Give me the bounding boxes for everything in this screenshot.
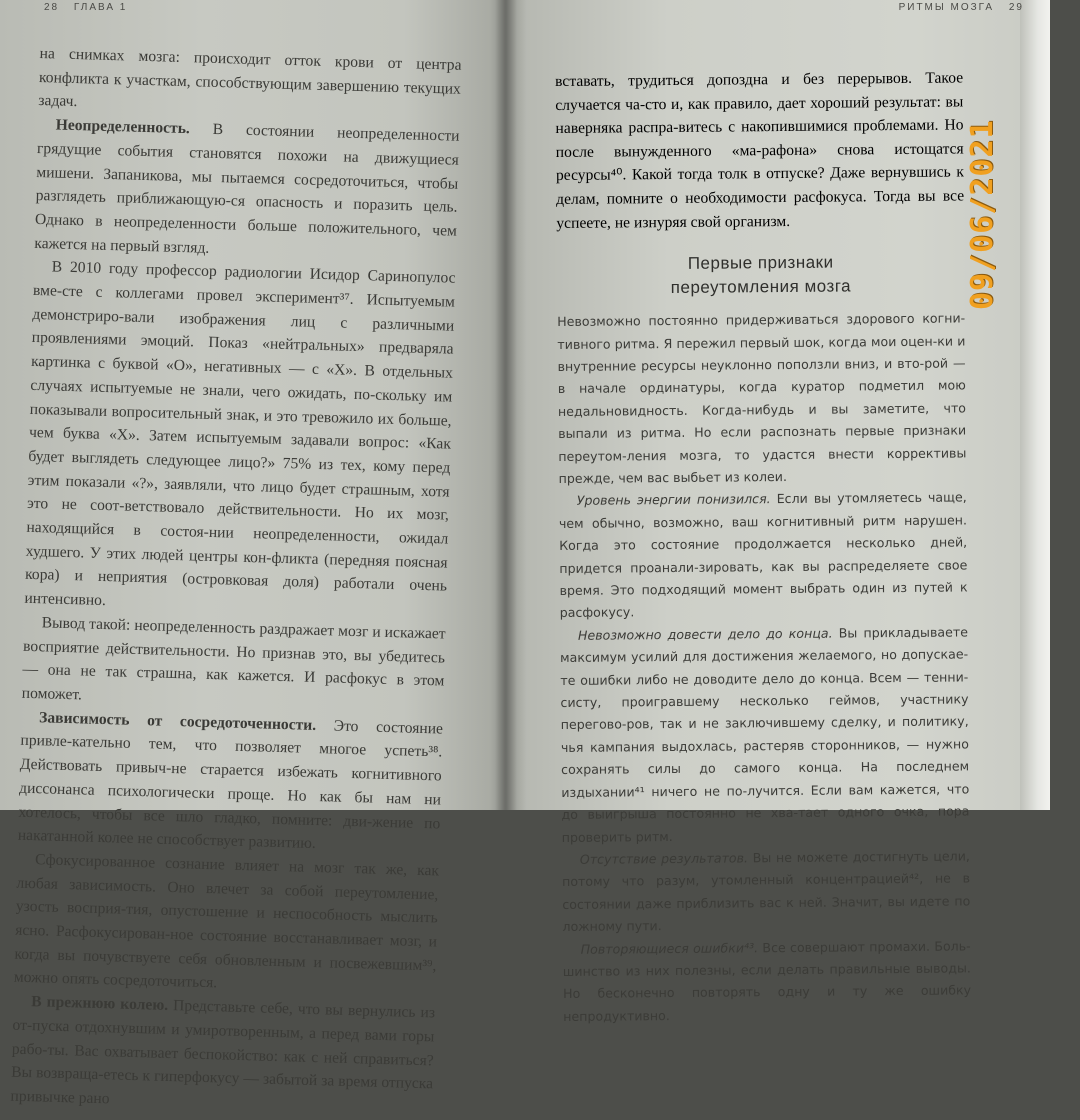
paragraph-lead: Неопределенность. bbox=[55, 116, 191, 138]
paragraph: Сфокусированное сознание влияет на мозг так же, как любая зависимость. Оно влечет за собой переутомление, узость восприя-тия, опустошение и неспособность мыслить ясно. Расфокусирован-ное состояние восстанавливает мозг, и когда вы почувствуете себя обновленным и посвежевшим³⁹, можно опять сосредоточиться. bbox=[13, 851, 440, 992]
paragraph: Невозможно постоянно придерживаться здорового когни-тивного ритма. Я пережил первый шок, когда мои оцен-ки и внутренние ресурсы неуклонно поползли вниз, и вто-рой — в начале ординатуры, когда куратор подметил мою недальновидность. Когда-нибудь и вы заметите, что выпали из ритма. Но если распознать первые признаки переутом-ления мозга, то удастся внести коррективы прежде, чем вас выбьет из колеи. bbox=[557, 310, 967, 486]
section-heading: Первые признаки переутомления мозга bbox=[670, 252, 852, 298]
section-running-title: РИТМЫ МОЗГА bbox=[898, 2, 995, 13]
left-page-body bbox=[10, 42, 462, 1120]
page-number-right: 29 bbox=[1008, 2, 1024, 13]
paragraph: Вывод такой: неопределенность раздражает мозг и искажает восприятие действительности. Но признав это, вы убедитесь — она не так страшна, как кажется. И расфокус в этом поможет. bbox=[21, 614, 446, 704]
chapter-label: ГЛАВА 1 bbox=[73, 2, 128, 13]
paragraph: В прежнюю колею. Представьте себе, что вы вернулись из от-пуска отдохнувшим и умиротворенным, а перед вами горы рабо-ты. Вас охватывает беспокойство: как с ней справиться? Вы возвраща-етесь к гиперфокусу — забытой за время отпуска привычке рано bbox=[10, 993, 436, 1108]
book-gutter bbox=[495, 0, 517, 810]
paragraph: Неопределенность. В состоянии неопределенности грядущие события становятся похожи на движущиеся мишени. Запаникова, мы пытаемся сосредоточиться, чтобы разглядеть приближающую-ся опасность и поразить цель. Однако в неопределенности больше положительного, чем кажется на первый взгляд. bbox=[34, 116, 460, 257]
paragraph: Повторяющиеся ошибки⁴³. Все совершают промахи. Боль-шинство из них полезны, если делать правильные выводы. Но бесконечно повторять одну и ту же ошибку непродуктивно. bbox=[562, 937, 972, 1024]
left-page bbox=[0, 0, 505, 1108]
right-page-body bbox=[555, 66, 971, 1028]
page-number-left: 28 bbox=[44, 2, 60, 13]
paragraph: Зависимость от сосредоточенности. Это состояние привле-кательно тем, что позволяет многое успеть³⁸. Действовать привыч-не старается избежать когнитивного диссонанса психологически проще. Но как бы нам ни хотелось, чтобы все шло гладко, помните: дви-жение по накатанной колее не способствует развитию. bbox=[17, 708, 444, 853]
running-head-right bbox=[899, 2, 1034, 13]
paragraph: В 2010 году профессор радиологии Исидор Саринопулос вме-сте с коллегами провел эксперимент³⁷. Испытуемым демонстриро-вали изображения лиц с различными проявлениями эмоций. Показ «нейтральных» предваряла картинка с буквой «О», негативных — с «Х». В отдельных случаях испытуемые не знали, чего ожидать, по-скольку им показывали вопросительный знак, и это тревожило их больше, чем буква «Х». Затем испытуемым задавали вопрос: «Как будет выглядеть следующее лицо?» 75% из тех, кому перед этим показали «?», заявляли, что лицо будет страшным, хотя это не соот-ветствовало действительности. Но их мозг, находящийся в состоя-нии неопределенности, ожидал худшего. У этих людей центры кон-фликта (передняя поясная кора) и неприятия (островковая доля) работали очень интенсивно. bbox=[24, 258, 456, 610]
paragraph: Отсутствие результатов. Вы не можете достигнуть цели, потому что разум, утомленный концентрацией⁴², не в состоянии даже приблизить вас к ней. Значит, вы идете по ложному пути. bbox=[562, 848, 971, 935]
paragraph-lead: В прежнюю колею. bbox=[30, 993, 169, 1015]
paragraph-lead: Повторяющиеся ошибки⁴³. bbox=[580, 939, 759, 957]
paragraph: Уровень энергии понизился. Если вы утомляетесь чаще, чем обычно, возможно, ваш когнитивный ритм нарушен. Когда это состояние продолжается несколько дней, придется проанали-зировать, как вы распределяете свое время. Это подходящий момент выбрать один из путей к расфокусу. bbox=[558, 489, 968, 621]
running-head-left bbox=[44, 2, 137, 13]
paragraph-lead: Уровень энергии понизился. bbox=[576, 491, 771, 509]
paragraph: на снимках мозга: происходит отток крови от центра конфликта к участкам, способствующим завершению текущих задач. bbox=[38, 44, 462, 111]
paragraph: Невозможно довести дело до конца. Вы прикладываете максимум усилий для достижения желаемого, но допускае-те ошибки либо не доводите дело до конца. Всем — тенни-систу, проигравшему несколько геймов, участнику перегово-ров, так и не заключившему сделку, и политику, чья кампания выдохлась, растеряв сторонников, — нужно сохранять силы до самого конца. На последнем издыхании⁴¹ ничего не по-лучится. Если вам кажется, что до выигрыша постоянно не хва-тает одного очка, пора проверить ритм. bbox=[560, 624, 970, 845]
date-stamp: 09/06/2021 bbox=[965, 119, 1000, 310]
paragraph-lead: Отсутствие результатов. bbox=[579, 850, 749, 867]
page-edge bbox=[1020, 0, 1050, 810]
paragraph-lead: Зависимость от сосредоточенности. bbox=[38, 708, 317, 734]
paragraph-lead: Невозможно довести дело до конца. bbox=[577, 625, 833, 643]
paragraph: вставать, трудиться допоздна и без перерывов. Такое случается ча-сто и, как правило, дает хороший результат: вы наверняка распра-витесь с накопившимися проблемами. Но после вынужденного «ма-рафона» снова истощатся ресурсы⁴⁰. Какой тогда толк в отпуске? Даже вернувшись к делам, помните о необходимости расфокуса. Тогда вы все успеете, не изнуряя свой организм. bbox=[555, 69, 965, 232]
